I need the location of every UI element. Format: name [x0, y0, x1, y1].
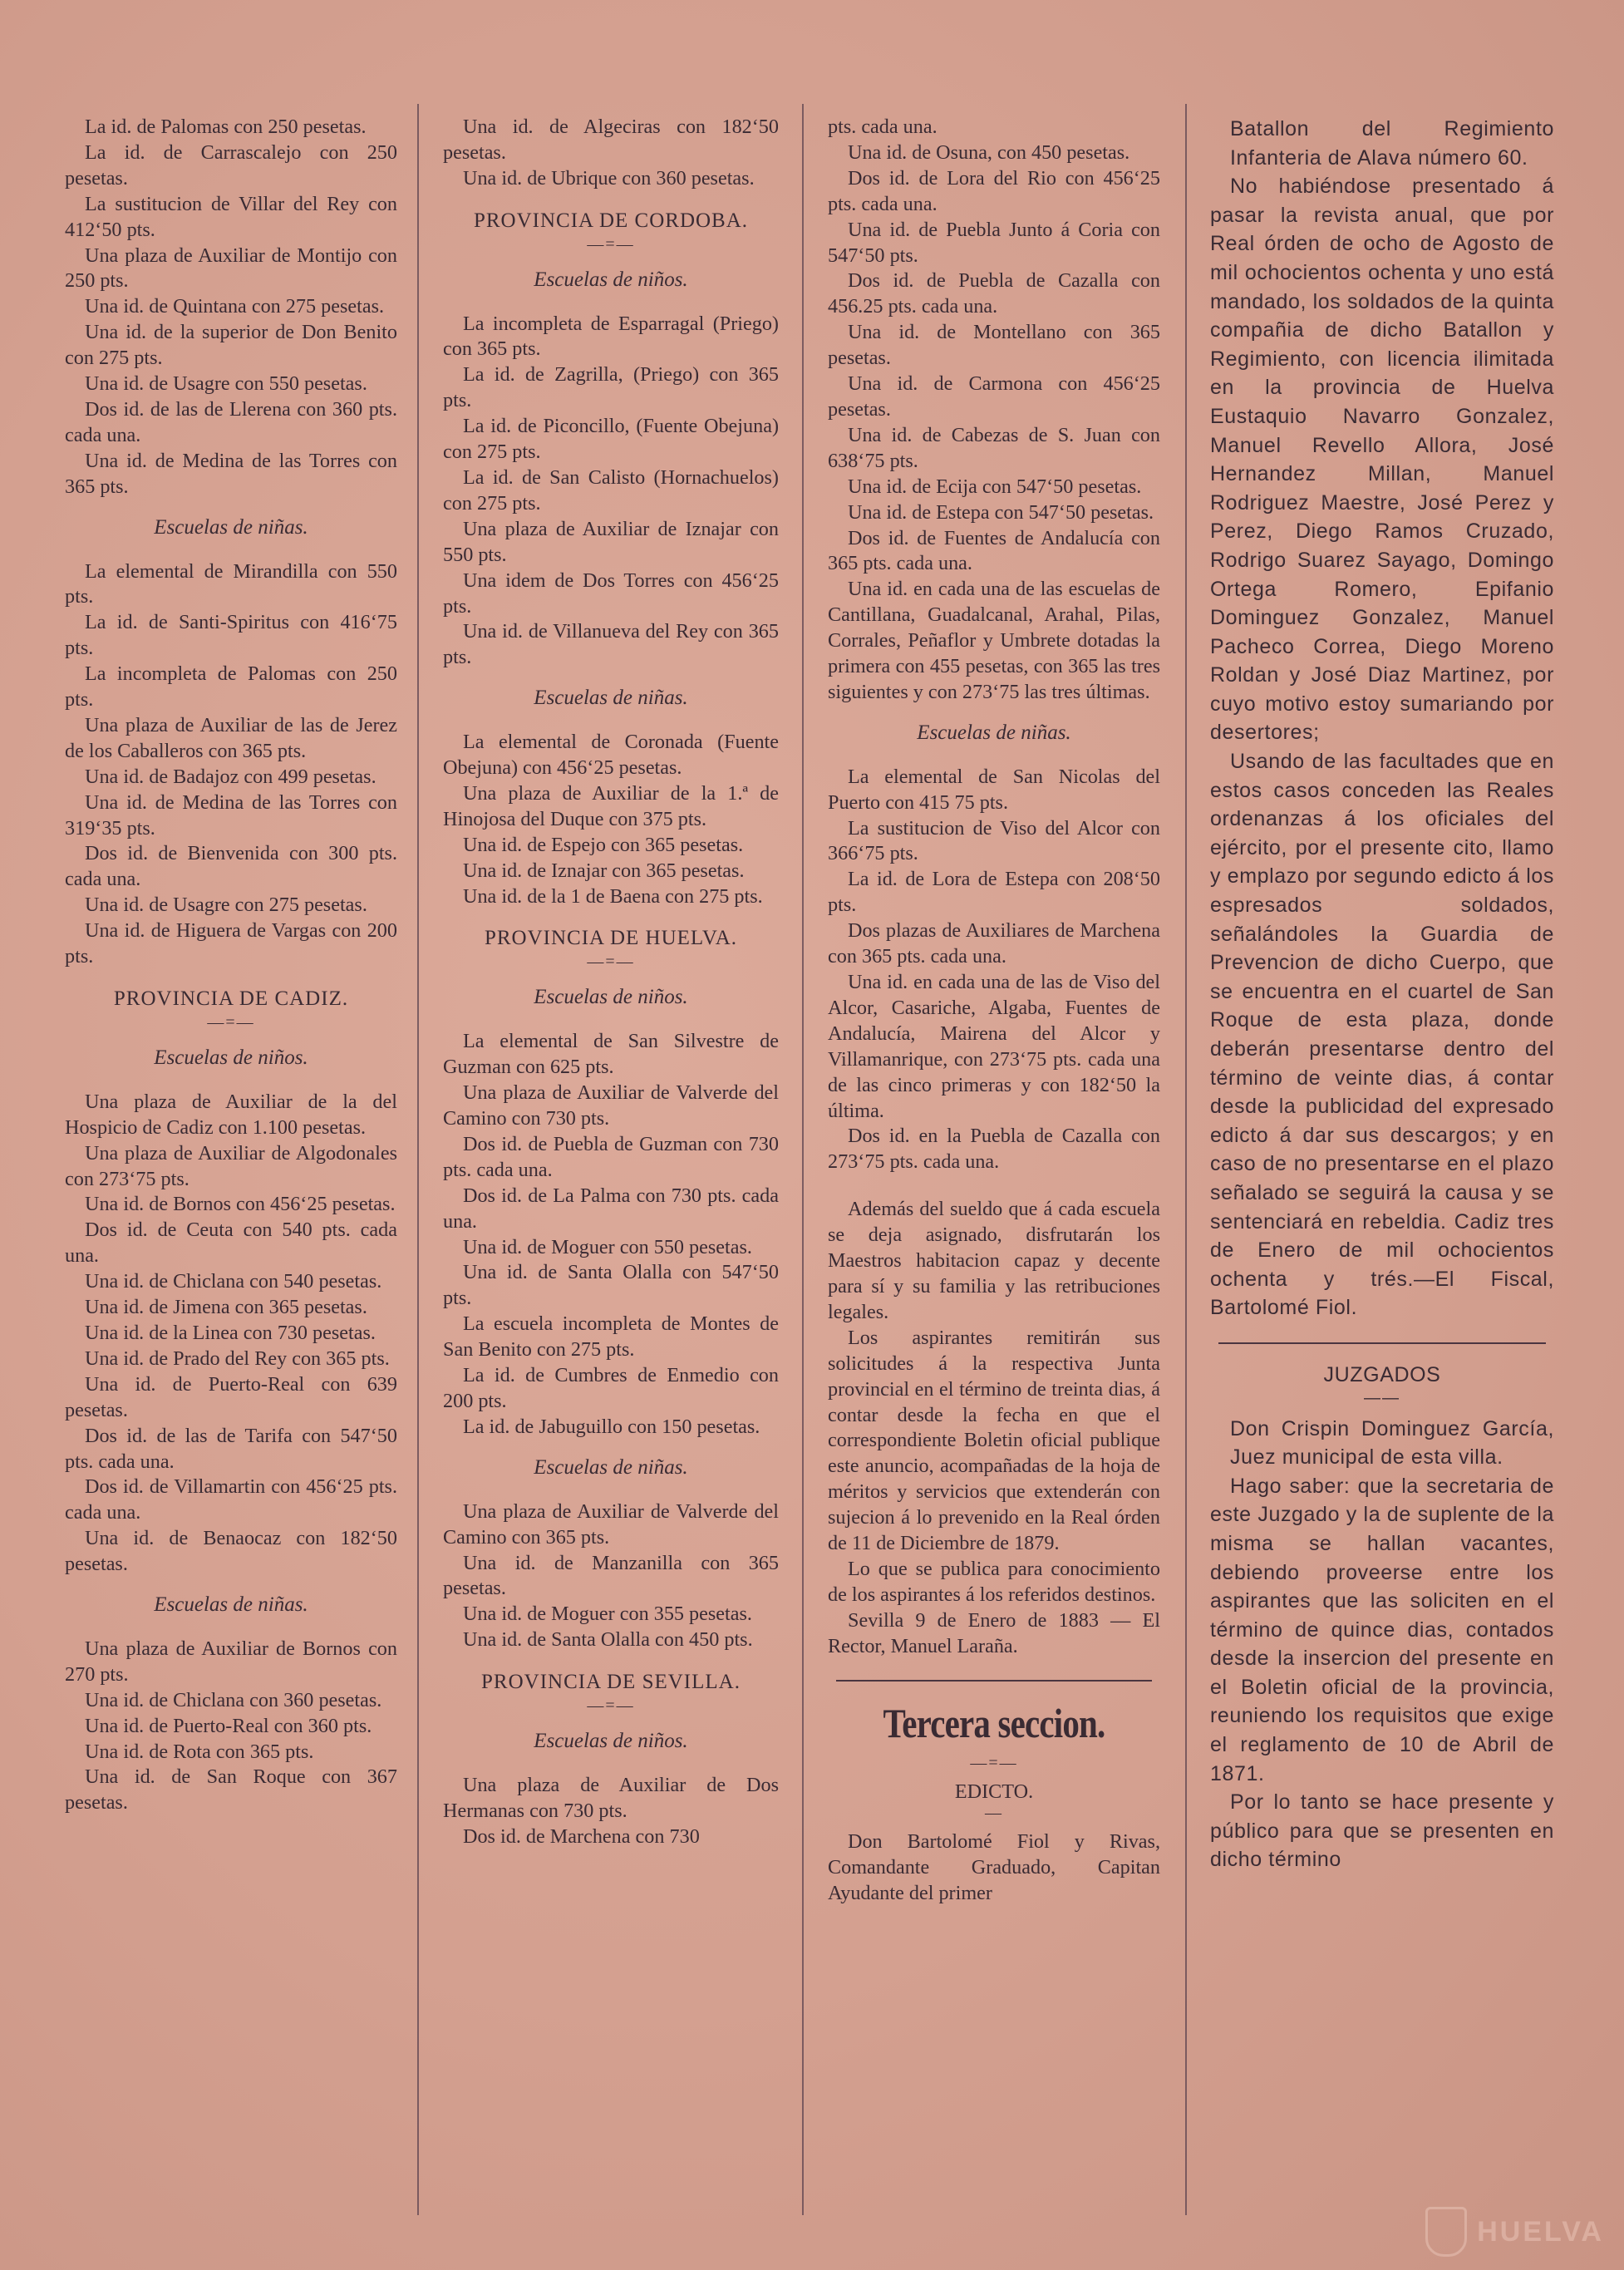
paragraph: La id. de San Calisto (Hornachuelos) con 275 pts.	[443, 465, 779, 515]
paragraph: Una id. de Montellano con 365 pesetas.	[828, 321, 1160, 370]
paragraph: Una id. de Chiclana con 540 pesetas.	[85, 1270, 382, 1293]
paragraph: Dos id. de Puebla de Cazalla con 456.25 pts. cada una.	[828, 269, 1160, 318]
paragraph: Una id. de Quintana con 275 pesetas.	[85, 295, 385, 318]
paragraph: Una plaza de Auxiliar de la 1.ª de Hinojosa del Duque con 375 pts.	[443, 781, 779, 830]
province-heading: PROVINCIA DE CADIZ.	[113, 987, 349, 1010]
paragraph: Una plaza de Auxiliar de Montijo con 250 pts.	[65, 244, 397, 293]
paragraph: Una plaza de Auxiliar de Algodonales con 273‘75 pts.	[65, 1141, 397, 1190]
paragraph: Una id. de Rota con 365 pts.	[85, 1740, 314, 1763]
paragraph: Por lo tanto se hace presente y público para que se presenten en dicho término	[1210, 1790, 1554, 1872]
paragraph: Una id. de San Roque con 367 pesetas.	[65, 1765, 397, 1815]
paragraph: La elemental de San Nicolas del Puerto con 415 75 pts.	[828, 765, 1160, 814]
paragraph: Una plaza de Auxiliar de Bornos con 270 pts.	[65, 1637, 397, 1686]
ornament-rule: —	[985, 1804, 1003, 1823]
paragraph: Una id. de Moguer con 550 pesetas.	[463, 1235, 752, 1258]
paragraph: Una id. de Benaocaz con 182‘50 pesetas.	[65, 1527, 397, 1576]
paragraph: Una id. de Estepa con 547‘50 pesetas.	[848, 500, 1154, 524]
centered-heading: EDICTO.	[954, 1780, 1034, 1803]
paragraph: Una id. de Usagre con 550 pesetas.	[85, 372, 367, 396]
paragraph: Una id. de la superior de Don Benito con 275 pts.	[65, 321, 397, 370]
paragraph: Dos id. en la Puebla de Cazalla con 273‘75 pts. cada una.	[828, 1125, 1160, 1174]
paragraph: Dos id. de Puebla de Guzman con 730 pts. cada una.	[443, 1132, 779, 1181]
ornament-rule: —=—	[207, 1012, 255, 1032]
paragraph: La id. de Zagrilla, (Priego) con 365 pts.	[443, 363, 779, 412]
paragraph: Dos id. de La Palma con 730 pts. cada una.	[443, 1184, 779, 1233]
section-subheading: Escuelas de niños.	[534, 986, 688, 1009]
section-subheading: Escuelas de niñas.	[154, 1593, 308, 1617]
paragraph-continued: pts. cada una.	[828, 116, 937, 138]
paragraph: Una id. en cada una de las de Viso del Alcor, Casariche, Algaba, Fuentes de Andalucía, Mairena del Alcor y Villamanrique, con 273‘75 pts. cada una de las cinco primeras y con 182‘50 la última.	[828, 971, 1160, 1122]
archive-watermark	[1355, 2199, 1604, 2265]
paragraph: La incompleta de Palomas con 250 pts.	[65, 662, 397, 712]
paragraph: Una plaza de Auxiliar de las de Jerez de los Caballeros con 365 pts.	[65, 713, 397, 762]
paragraph: Una id. de Puebla Junto á Coria con 547‘50 pts.	[828, 218, 1160, 267]
paragraph: Una id. de Santa Olalla con 547‘50 pts.	[443, 1261, 779, 1310]
paragraph: Una id. de Prado del Rey con 365 pts.	[85, 1347, 390, 1370]
paragraph: Dos id. de Marchena con 730	[463, 1824, 700, 1848]
paragraph: Una plaza de Auxiliar de Dos Hermanas con 730 pts.	[443, 1773, 779, 1822]
paragraph: Una id. en cada una de las escuelas de Cantillana, Guadalcanal, Arahal, Pilas, Corrales, Peñaflor y Umbrete dotadas la primera con 455 pesetas, con 365 las tres siguientes y con 273‘75 las tres últimas.	[828, 578, 1160, 703]
column-rule	[417, 104, 419, 2215]
province-heading: PROVINCIA DE CORDOBA.	[473, 209, 749, 232]
paragraph: Una id. de Puerto-Real con 639 pesetas.	[65, 1372, 397, 1421]
paragraph: Una id. de Osuna, con 450 pesetas.	[848, 140, 1130, 164]
paragraph: Dos id. de las de Llerena con 360 pts. cada una.	[65, 397, 397, 446]
paragraph: La elemental de Mirandilla con 550 pts.	[65, 559, 397, 608]
section-subheading: Escuelas de niñas.	[154, 515, 308, 539]
section-subheading: Escuelas de niños.	[534, 1730, 688, 1753]
paragraph: Una id. de Bornos con 456‘25 pesetas.	[85, 1193, 396, 1216]
paragraph: Los aspirantes remitirán sus solicitudes á la respectiva Junta provincial en el término de treinta dias, á contar desde la fecha en que el correspondiente Boletin oficial publique este anuncio, acompañadas de la hoja de méritos y servicios que extenderán con sujecion á lo prevenido en la Real órden de 11 de Diciembre de 1879.	[828, 1326, 1160, 1555]
paragraph: La id. de Santi-Spiritus con 416‘75 pts.	[65, 611, 397, 660]
paragraph: Dos id. de Villamartin con 456‘25 pts. cada una.	[65, 1475, 397, 1524]
paragraph: Dos id. de Bienvenida con 300 pts. cada una.	[65, 842, 397, 891]
paragraph: Una id. de Jimena con 365 pesetas.	[85, 1296, 367, 1319]
paragraph: Una id. de la 1 de Baena con 275 pts.	[463, 884, 763, 908]
province-heading: PROVINCIA DE SEVILLA.	[481, 1671, 741, 1694]
column-rule	[802, 104, 804, 2215]
column-rule	[1185, 104, 1187, 2215]
spacer	[828, 1175, 1160, 1197]
paragraph: Lo que se publica para conocimiento de los aspirantes á los referidos destinos.	[828, 1557, 1160, 1606]
paragraph: Una id. de Ecija con 547‘50 pesetas.	[848, 475, 1142, 498]
paragraph: La id. de Piconcillo, (Fuente Obejuna) con 275 pts.	[443, 415, 779, 464]
section-subheading: Escuelas de niños.	[154, 1046, 308, 1069]
paragraph: La id. de Carrascalejo con 250 pesetas.	[65, 140, 397, 190]
paragraph: Dos id. de Ceuta con 540 pts. cada una.	[65, 1219, 397, 1268]
paragraph: Una plaza de Auxiliar de Valverde del Camino con 730 pts.	[443, 1081, 779, 1130]
paragraph: No habiéndose presentado á pasar la revista anual, que por Real órden de ocho de Agosto de mil ochocientos ochenta y uno está mandado, los soldados de la quinta compañia de dicho Batallon y Regimiento, con licencia ilimitada en la provincia de Huelva Eustaquio Navarro Gonzalez, Manuel Revello Allora, José Hernandez Millan, Manuel Rodriguez Maestre, José Perez y Perez, Diego Ramos Cruzado, Rodrigo Suarez Sayago, Domingo Ortega Romero, Epifanio Dominguez Gonzalez, Manuel Pacheco Correa, Diego Moreno Roldan y José Diaz Martinez, por cuyo motivo estoy sumariando por desertores;	[1210, 175, 1554, 745]
paragraph: Una id. de Medina de las Torres con 365 pts.	[65, 449, 397, 498]
section-subheading: Escuelas de niñas.	[534, 1455, 688, 1479]
paragraph: La id. de Jabuguillo con 150 pesetas.	[463, 1415, 760, 1438]
paragraph: La sustitucion de Viso del Alcor con 366‘75 pts.	[828, 816, 1160, 865]
paragraph: Una idem de Dos Torres con 456‘25 pts.	[443, 569, 779, 618]
paragraph: Dos id. de las de Tarifa con 547‘50 pts. cada una.	[65, 1424, 397, 1473]
section-title: Tercera seccion.	[883, 1699, 1105, 1746]
paragraph: Además del sueldo que á cada escuela se deja asignado, disfrutarán los Maestros habitacion capaz y decente para sí y su familia y las retribuciones legales.	[828, 1198, 1160, 1323]
section-divider	[836, 1680, 1152, 1682]
paragraph: Una plaza de Auxiliar de la del Hospicio de Cadiz con 1.100 pesetas.	[65, 1090, 397, 1139]
column-3	[828, 115, 1160, 1907]
paragraph: Una id. de la Linea con 730 pesetas.	[85, 1321, 376, 1344]
paragraph: La elemental de San Silvestre de Guzman con 625 pts.	[443, 1030, 779, 1079]
paragraph: Una id. de Puerto-Real con 360 pts.	[85, 1714, 372, 1737]
column-1	[65, 115, 397, 1816]
paragraph: La elemental de Coronada (Fuente Obejuna) con 456‘25 pesetas.	[443, 731, 779, 780]
paragraph: Dos id. de Fuentes de Andalucía con 365 pts. cada una.	[828, 526, 1160, 575]
paragraph: Una id. de Espejo con 365 pesetas.	[463, 833, 744, 856]
section-subheading: Escuelas de niñas.	[917, 721, 1071, 744]
paragraph: Sevilla 9 de Enero de 1883 — El Rector, Manuel Laraña.	[828, 1608, 1160, 1657]
paragraph: La escuela incompleta de Montes de San Benito con 275 pts.	[443, 1312, 779, 1362]
paragraph: Dos plazas de Auxiliares de Marchena con 365 pts. cada una.	[828, 919, 1160, 968]
paragraph: Una id. de Santa Olalla con 450 pts.	[463, 1628, 753, 1652]
ornament-rule: —=—	[970, 1753, 1018, 1772]
column-2	[443, 115, 779, 1850]
section-divider	[1218, 1342, 1546, 1344]
section-subheading: Escuelas de niños.	[534, 268, 688, 291]
paragraph: Una plaza de Auxiliar de Iznajar con 550 pts.	[443, 517, 779, 566]
ornament-rule: —=—	[587, 234, 635, 254]
paragraph: La sustitucion de Villar del Rey con 412‘50 pts.	[65, 192, 397, 241]
paragraph: La id. de Cumbres de Enmedio con 200 pts.	[443, 1364, 779, 1412]
watermark-text: HUELVA	[1477, 2215, 1604, 2248]
ornament-rule: ——	[1364, 1388, 1400, 1407]
heading-paragraph: Batallon del Regimiento Infanteria de Alava número 60.	[1230, 117, 1554, 170]
paragraph: Dos id. de Lora del Rio con 456‘25 pts. cada una.	[828, 166, 1160, 215]
paragraph: Una id. de Ubrique con 360 pesetas.	[463, 166, 755, 190]
paragraph: Una id. de Higuera de Vargas con 200 pts.	[65, 919, 397, 968]
paragraph: Una id. de Carmona con 456‘25 pesetas.	[828, 372, 1160, 421]
shield-icon	[1425, 2207, 1467, 2257]
province-heading: PROVINCIA DE HUELVA.	[484, 927, 738, 950]
paragraph: Una id. de Usagre con 275 pesetas.	[85, 894, 367, 917]
heading-paragraph: Don Crispin Dominguez García, Juez municipal de esta villa.	[1230, 1416, 1554, 1470]
column-4	[1210, 115, 1554, 1874]
paragraph: La id. de Palomas con 250 pesetas.	[85, 116, 367, 138]
paragraph: Una id. de Chiclana con 360 pesetas.	[85, 1688, 382, 1711]
paragraph: Hago saber: que la secretaria de este Juzgado y la de suplente de la misma se hallan vacantes, debiendo proveerse entre los aspirantes que las soliciten en el término de quince dias, contados desde la insercion del presente en el Boletin oficial de la provincia, reuniendo los requisitos que exige el reglamento de 10 de Abril de 1871.	[1210, 1474, 1554, 1785]
centered-heading: JUZGADOS	[1323, 1362, 1441, 1386]
paragraph: Una id. de Manzanilla con 365 pesetas.	[443, 1551, 779, 1600]
ornament-rule: —=—	[587, 953, 635, 972]
paragraph: Una id. de Badajoz con 499 pesetas.	[85, 765, 376, 788]
paragraph: Una id. de Moguer con 355 pesetas.	[463, 1603, 752, 1626]
paragraph: Una plaza de Auxiliar de Valverde del Camino con 365 pts.	[443, 1499, 779, 1549]
paragraph: Usando de las facultades que en estos casos conceden las Reales ordenanzas á los oficiales del ejército, por el presente cito, llamo y emplazo por segundo edicto á los espresados soldados, señalándoles la Guardia de Prevencion de dicho Cuerpo, que se encuentra en el cuartel de San Roque de esta plaza, donde deberán presentarse dentro del término de veinte dias, á contar desde la publicidad del expresado edicto á dar sus descargos; y en caso de no presentarse en el plazo señalado se seguirá la causa y se sentenciará en rebeldia. Cadiz tres de Enero de mil ochocientos ochenta y trés.—El Fiscal, Bartolomé Fiol.	[1210, 750, 1554, 1320]
paragraph: Una id. de Iznajar con 365 pesetas.	[463, 859, 745, 882]
paragraph: Don Bartolomé Fiol y Rivas, Comandante Graduado, Capitan Ayudante del primer	[828, 1830, 1160, 1905]
paragraph: La id. de Lora de Estepa con 208‘50 pts.	[828, 868, 1160, 917]
paragraph: Una id. de Algeciras con 182‘50 pesetas.	[443, 116, 779, 164]
paragraph: Una id. de Cabezas de S. Juan con 638‘75 pts.	[828, 423, 1160, 472]
paragraph: La incompleta de Esparragal (Priego) con 365 pts.	[443, 312, 779, 361]
section-subheading: Escuelas de niñas.	[534, 687, 688, 710]
paragraph: Una id. de Villanueva del Rey con 365 pts.	[443, 620, 779, 669]
ornament-rule: —=—	[587, 1696, 635, 1716]
paragraph: Una id. de Medina de las Torres con 319‘35 pts.	[65, 790, 397, 840]
